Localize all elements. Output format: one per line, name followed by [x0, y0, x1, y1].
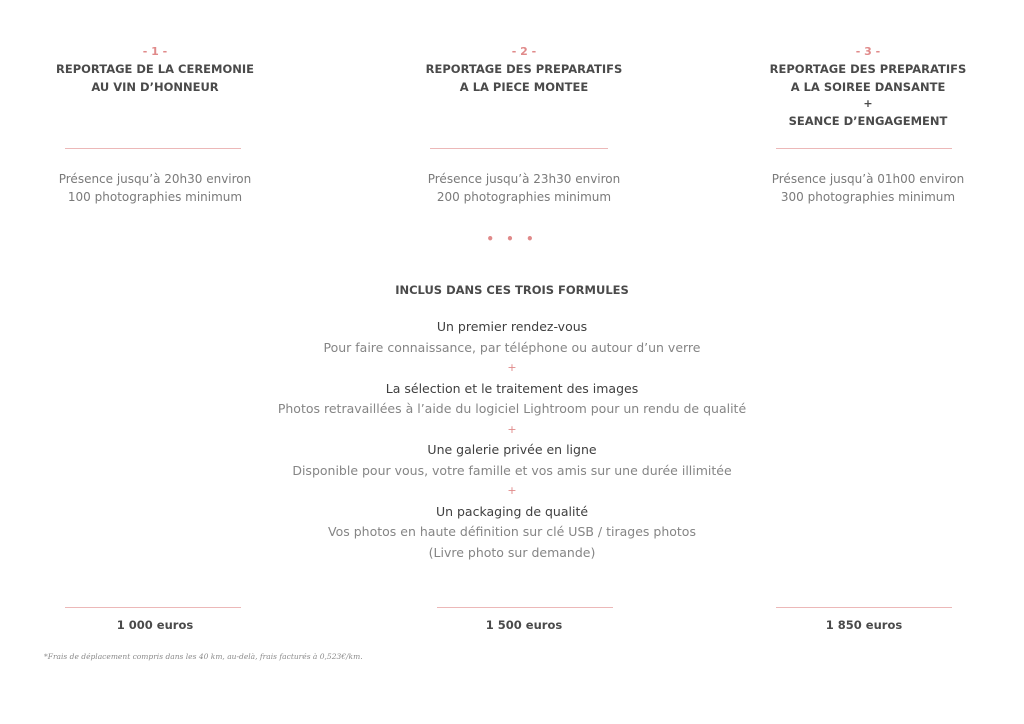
feature-heading: Une galerie privée en ligne [427, 442, 597, 457]
feature-heading: La sélection et le traitement des images [385, 380, 639, 396]
feature-description: Vos photos en haute définition sur clé USB / tirages photos [328, 524, 696, 539]
divider [65, 148, 241, 149]
divider [776, 148, 952, 149]
formula-1-description [25, 170, 285, 206]
formula-title [738, 60, 998, 130]
formula-extra-title: SEANCE D’ENGAGEMENT [788, 114, 948, 128]
feature-plus: + [507, 422, 517, 436]
formula-title-line: REPORTAGE DES PREPARATIFS [769, 62, 967, 76]
divider [437, 607, 613, 608]
description-line: 100 photographies minimum [67, 190, 243, 204]
feature-heading: Un premier rendez-vous [436, 319, 588, 334]
formula-3-price: 1 850 euros [825, 618, 903, 632]
feature-description: Disponible pour vous, votre famille et vos amis sur une durée illimitée [292, 462, 732, 478]
description-line: Présence jusqu’à 23h30 environ [427, 172, 621, 186]
formula-plus: + [863, 97, 873, 110]
formula-title-line: A LA PIECE MONTEE [459, 80, 589, 94]
formula-3-description [738, 170, 998, 206]
formula-2-price: 1 500 euros [485, 618, 563, 632]
formula-title [394, 60, 654, 96]
formula-2-description [394, 170, 654, 206]
feature-description: (Livre photo sur demande) [428, 544, 596, 560]
formula-2-header [394, 44, 654, 96]
formula-title-line: A LA SOIREE DANSANTE [790, 80, 946, 94]
formula-1-header [25, 44, 285, 96]
formula-1-price: 1 000 euros [116, 618, 194, 632]
formula-number: - 2 - [511, 45, 537, 58]
divider [65, 607, 241, 608]
description-line: Présence jusqu’à 20h30 environ [58, 172, 252, 186]
formula-number: - 3 - [855, 45, 881, 58]
formula-title [25, 60, 285, 96]
description-line: 200 photographies minimum [436, 190, 612, 204]
feature-plus: + [507, 361, 517, 374]
divider [430, 148, 608, 149]
formula-3-header [738, 44, 998, 130]
included-title: INCLUS DANS CES TROIS FORMULES [395, 283, 629, 297]
features-list [0, 317, 1024, 563]
dots-separator: • • • [486, 232, 538, 246]
formula-title-line: REPORTAGE DE LA CEREMONIE [55, 62, 255, 76]
formula-title-line: AU VIN D’HONNEUR [91, 80, 219, 94]
feature-heading: Un packaging de qualité [435, 503, 589, 519]
formula-number: - 1 - [142, 45, 168, 58]
description-line: Présence jusqu’à 01h00 environ [771, 172, 965, 186]
divider [776, 607, 952, 608]
description-line: 300 photographies minimum [780, 190, 956, 204]
footnote: *Frais de déplacement compris dans les 40 km, au-delà, frais facturés à 0,523€/km. [44, 652, 363, 661]
feature-plus: + [507, 484, 517, 497]
feature-description: Photos retravaillées à l’aide du logiciel Lightroom pour un rendu de qualité [277, 401, 747, 416]
formula-title-line: REPORTAGE DES PREPARATIFS [425, 62, 623, 76]
feature-description: Pour faire connaissance, par téléphone ou autour d’un verre [323, 339, 701, 355]
